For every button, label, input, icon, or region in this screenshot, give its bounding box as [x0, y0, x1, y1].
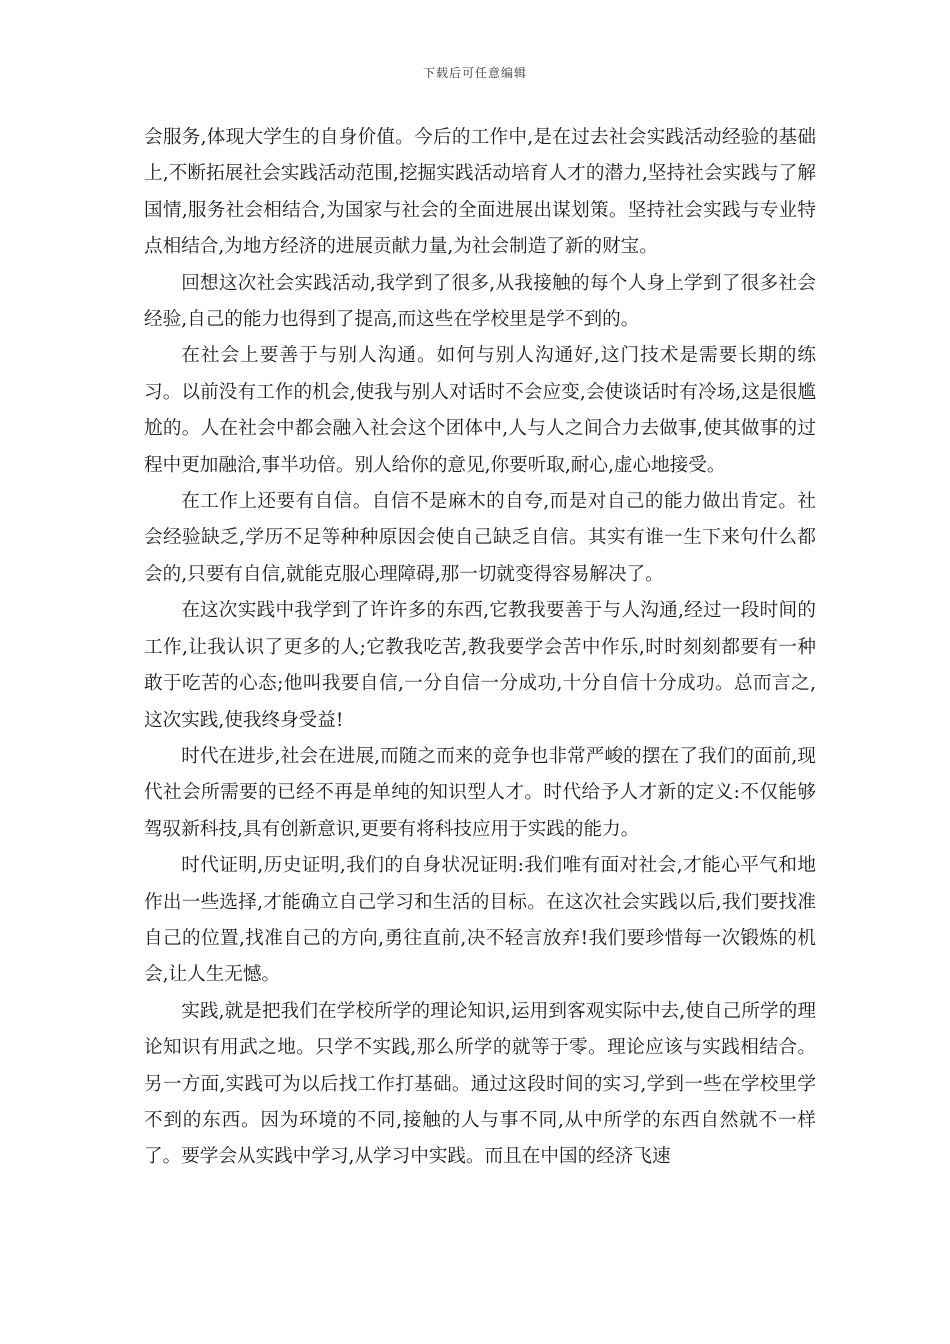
header-note: 下载后可任意编辑: [422, 66, 527, 80]
paragraph-6: 时代在进步,社会在进展,而随之而来的竞争也非常严峻的摆在了我们的面前,现代社会所需要的已经不再是单纯的知识型人才。时代给予人才新的定义:不仅能够驾驭新科技,具有创新意识,更要有将科技应用于实践的能力。: [144, 745, 816, 840]
paragraph-3: 在社会上要善于与别人沟通。如何与别人沟通好,这门技术是需要长期的练习。以前没有工作的机会,使我与别人对话时不会应变,会使谈话时有冷场,这是很尴尬的。人在社会中都会融入社会这个团体中,人与人之间合力去做事,使其做事的过程中更加融洽,事半功倍。别人给你的意见,你要听取,耐心,虚心地接受。: [144, 345, 816, 476]
paragraph-4: 在工作上还要有自信。自信不是麻木的自夸,而是对自己的能力做出肯定。社会经验缺乏,学历不足等种种原因会使自己缺乏自信。其实有谁一生下来句什么都会的,只要有自信,就能克服心理障碍,那一切就变得容易解决了。: [144, 491, 816, 585]
paragraph-2: 回想这次社会实践活动,我学到了很多,从我接触的每个人身上学到了很多社会经验,自己的能力也得到了提高,而这些在学校里是学不到的。: [144, 272, 816, 331]
paragraph-8: 实践,就是把我们在学校所学的理论知识,运用到客观实际中去,使自己所学的理论知识有用武之地。只学不实践,那么所学的就等于零。理论应该与实践相结合。另一方面,实践可为以后找工作打基础。通过这段时间的实习,学到一些在学校里学不到的东西。因为环境的不同,接触的人与事不同,从中所学的东西自然就不一样了。要学会从实践中学习,从学习中实践。而且在中国的经济飞速: [144, 1000, 816, 1168]
paragraph-7: 时代证明,历史证明,我们的自身状况证明:我们唯有面对社会,才能心平气和地作出一些选择,才能确立自己学习和生活的目标。在这次社会实践以后,我们要找准自己的位置,找准自己的方向,勇往直前,决不轻言放弃!我们要珍惜每一次锻炼的机会,让人生无憾。: [144, 855, 816, 986]
paragraph-1: 会服务,体现大学生的自身价值。今后的工作中,是在过去社会实践活动经验的基础上,不断拓展社会实践活动范围,挖掘实践活动培育人才的潜力,坚持社会实践与了解国情,服务社会相结合,为国家与社会的全面进展出谋划策。坚持社会实践与专业特点相结合,为地方经济的进展贡献力量,为社会制造了新的财宝。: [144, 127, 816, 258]
paragraph-5: 在这次实践中我学到了许许多的东西,它教我要善于与人沟通,经过一段时间的工作,让我认识了更多的人;它教我吃苦,教我要学会苦中作乐,时时刻刻都要有一种敢于吃苦的心态;他叫我要自信,一分自信一分成功,十分自信十分成功。总而言之,这次实践,使我终身受益!: [144, 600, 816, 731]
document-body: [144, 120, 816, 1176]
